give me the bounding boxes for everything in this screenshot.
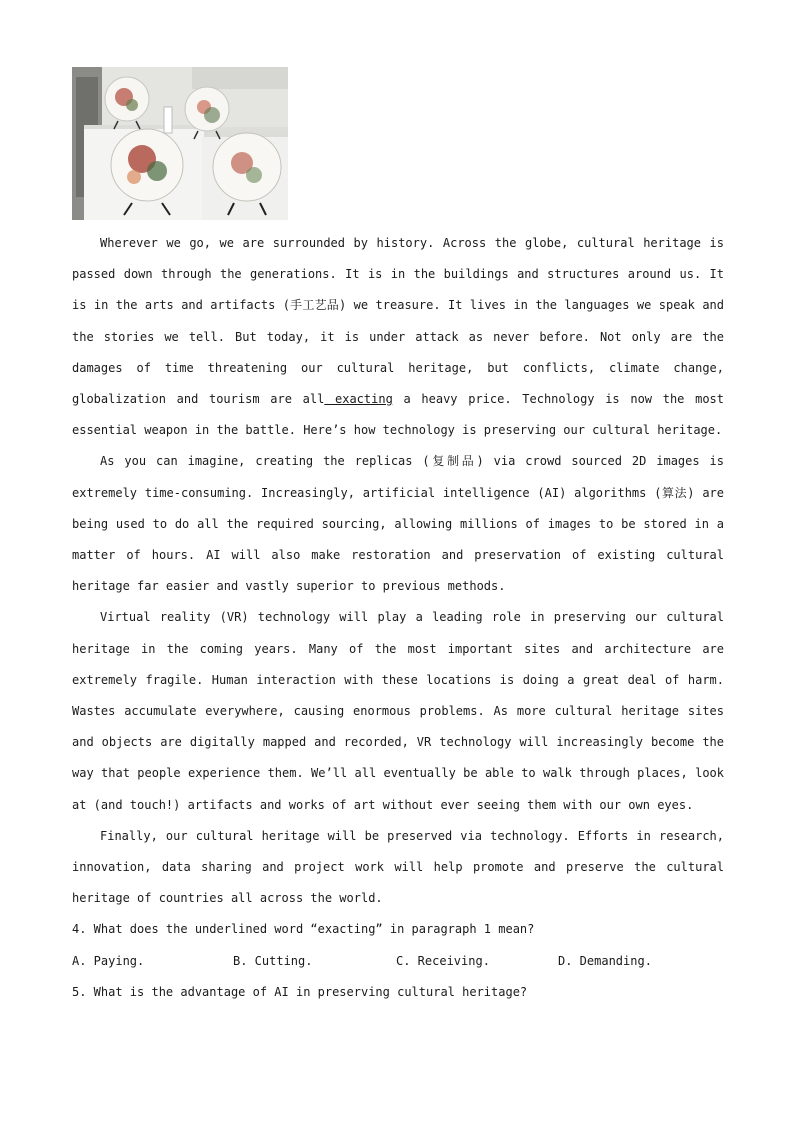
decorative-plates-photo: [72, 67, 288, 220]
option-b[interactable]: B. Cutting.: [233, 953, 313, 968]
question-5-stem: 5. What is the advantage of AI in preserving cultural heritage?: [72, 984, 528, 999]
article-body: [72, 228, 724, 1008]
paragraph-1-text-end: a heavy price. Technology is now the most essential weapon in the battle. Here’s how technology is preserving our cultural heritage.: [72, 392, 724, 438]
option-c[interactable]: C. Receiving.: [396, 953, 490, 968]
option-d[interactable]: D. Demanding.: [558, 953, 652, 968]
paragraph-3-text: Virtual reality (VR) technology will play a leading role in preserving our cultural heritage in the coming years. Many of the most important sites and architecture are extremely fragile. Human interaction with these locations is doing a great deal of harm. Wastes accumulate everywhere, causing enormous problems. As more cultural heritage sites and objects are digitally mapped and recorded, VR technology will increasingly become the way that people experience them. We’ll all eventually be able to walk through places, look at (and touch!) artifacts and works of art without ever seeing them with our own eyes.: [72, 610, 724, 812]
paragraph-4: [72, 821, 724, 915]
option-a[interactable]: A. Paying.: [72, 953, 145, 968]
paragraph-1: [72, 228, 724, 446]
paragraph-4-text: Finally, our cultural heritage will be preserved via technology. Efforts in research, innovation, data sharing and project work will help promote and preserve the cultural heritage of countries all across the world.: [72, 828, 724, 906]
question-4-stem: 4. What does the underlined word “exacting” in paragraph 1 mean?: [72, 922, 535, 937]
paragraph-1-text: Wherever we go, we are surrounded by history. Across the globe, cultural heritage is passed down through the generations. It is in the buildings and structures around us. It is in the arts and artifacts (手工艺品) we treasure. It lives in the languages we speak and the stories we tell. But today, it is under attack as never before. Not only are the damages of time threatening our cultural heritage, but conflicts, climate change, globalization and tourism are all: [72, 236, 724, 407]
paragraph-3: [72, 602, 724, 820]
plates-illustration: [72, 67, 288, 220]
question-4-options: [72, 946, 724, 977]
paragraph-2: [72, 446, 724, 602]
paragraph-2-text: As you can imagine, creating the replicas (复制品) via crowd sourced 2D images is extremely time-consuming. Increasingly, artificial intelligence (AI) algorithms (算法) are being used to do all the required sourcing, allowing millions of images to be stored in a matter of hours. AI will also make restoration and preservation of existing cultural heritage far easier and vastly superior to previous methods.: [72, 454, 724, 594]
underlined-word-exacting: exacting: [324, 392, 393, 407]
